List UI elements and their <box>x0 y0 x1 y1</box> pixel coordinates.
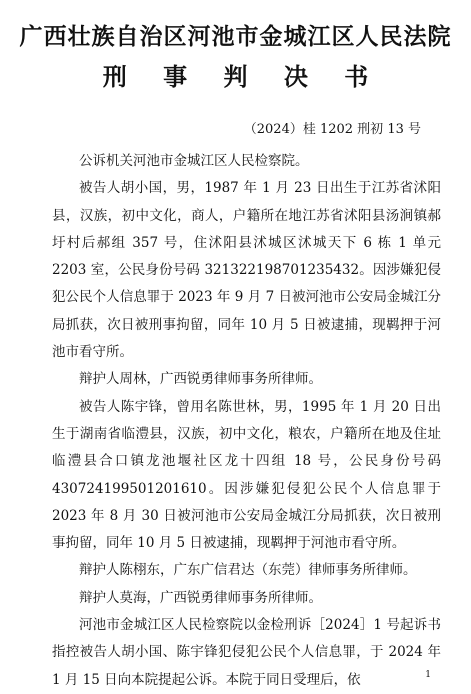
document-type-heading: 刑 事 判 决 书 <box>102 63 383 91</box>
page-number: 1 <box>425 670 431 680</box>
document-body <box>52 148 441 694</box>
case-number: （2024）桂 1202 刑初 13 号 <box>243 122 421 137</box>
court-name-heading: 广西壮族自治区河池市金城江区人民法院 <box>19 24 452 50</box>
defendant-hu-paragraph: 被告人胡小国，男，1987 年 1 月 23 日出生于江苏省沭阳县，汉族，初中文化，商人，户籍所在地江苏省沭阳县汤涧镇郝圩村后郝组 357 号，住沭阳县沭城区沭城天下 6 栋 1 单元 2203 室，公民身份号码 321322198701235432。因涉嫌犯侵犯公民个人信息罪于 2023 年 9 月 7 日被河池市公安局金城江分局抓获，次日被刑事拘留，同年 10 月 5 日被逮捕，现羁押于河池市看守所。 <box>52 180 441 361</box>
prosecutor-paragraph: 公诉机关河池市金城江区人民检察院。 <box>79 153 309 169</box>
indictment-paragraph: 河池市金城江区人民检察院以金检刑诉［2024］1 号起诉书指控被告人胡小国、陈宇锋犯侵犯公民个人信息罪，于 2024 年 1 月 15 日向本院提起公诉。本院于同日受理后，依 <box>52 617 441 688</box>
defender-chen-paragraph: 辩护人陈栩东，广东广信君达（东莞）律师事务所律师。 <box>79 562 417 579</box>
defendant-chen-paragraph: 被告人陈宇锋，曾用名陈世林，男，1995 年 1 月 20 日出生于湖南省临澧县，汉族，初中文化，粮农，户籍所在地及住址临澧县合口镇龙池堰社区龙十四组 18 号，公民身份号码 430724199501201610。因涉嫌犯侵犯公民个人信息罪于 2023 年 8 月 30 日被河池市公安局金城江分局抓获，次日被刑事拘留，同年 10 月 5 日被逮捕，现羁押于河池市看守所。 <box>52 398 441 552</box>
defender-zhou-paragraph: 辩护人周林，广西锐勇律师事务所律师。 <box>79 371 322 388</box>
defender-mo-paragraph: 辩护人莫海，广西锐勇律师事务所律师。 <box>79 589 322 606</box>
